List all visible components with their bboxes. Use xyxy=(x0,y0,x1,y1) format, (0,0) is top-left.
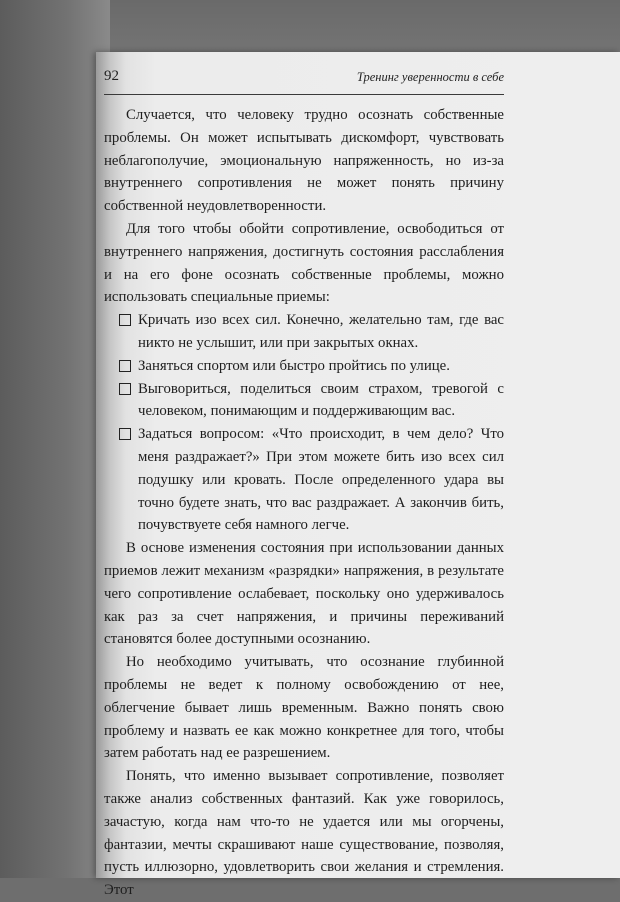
checkbox-bullet-icon xyxy=(119,383,131,395)
paragraph-5: Понять, что именно вызывает сопротивление, позволяет также анализ собственных фантазий. Как уже говорилось, зачастую, когда нам что-то не удается или мы огорчены, фантазии, мечты скрашивают наше существование, позволяя, пусть иллюзорно, удовлетворить свои желания и стремления. Этот xyxy=(104,768,504,899)
paragraph-4: Но необходимо учитывать, что осознание глубинной проблемы не ведет к полному освобождению от нее, облегчение бывает лишь временным. Важно понять свою проблему и назвать ее как можно конкретнее для того, чтобы затем работать над ее разрешением. xyxy=(104,654,504,762)
scan-background-left xyxy=(0,0,110,878)
page-header xyxy=(104,64,504,95)
paragraph-2: Для того чтобы обойти сопротивление, освободиться от внутреннего напряжения, достигнуть состояния расслабления и на его фоне осознать собственные проблемы, можно использовать специальные приемы: xyxy=(104,220,504,306)
list-item-text: Задаться вопросом: «Что происходит, в чем дело? Что меня раздражает?» При этом можете бить изо всех сил подушку или кровать. После определенного удара вы точно будете знать, что вас раздражает. А закончив бить, почувствуете себя намного легче. xyxy=(138,426,504,534)
paragraph-1: Случается, что человеку трудно осознать собственные проблемы. Он может испытывать дискомфорт, чувствовать неблагополучие, эмоциональную напряженность, но из-за внутреннего сопротивления не может понять причину собственной неудовлетворенности. xyxy=(104,107,504,215)
checkbox-bullet-icon xyxy=(119,360,131,372)
list-item-text: Кричать изо всех сил. Конечно, желательно там, где вас никто не услышит, или при закрытых окнах. xyxy=(138,312,504,351)
list-item-text: Выговориться, поделиться своим страхом, тревогой с человеком, понимающим и поддерживающим вас. xyxy=(138,380,504,420)
list-item xyxy=(104,378,504,424)
checkbox-bullet-icon xyxy=(119,428,131,440)
page-number: 92 xyxy=(104,68,119,84)
list-item xyxy=(104,355,504,378)
list-item xyxy=(104,423,504,537)
page-body xyxy=(104,104,504,902)
list-item-text: Заняться спортом или быстро пройтись по улице. xyxy=(138,357,450,374)
checkbox-bullet-icon xyxy=(119,314,131,326)
running-title: Тренинг уверенности в себе xyxy=(356,70,504,84)
paragraph-3: В основе изменения состояния при использовании данных приемов лежит механизм «разрядки» напряжения, в результате чего сопротивление ослабевает, поскольку оно удерживалось как раз за счет напряжения, и причины переживаний становятся более доступными осознанию. xyxy=(104,540,504,648)
techniques-list xyxy=(104,309,504,537)
list-item xyxy=(104,309,504,355)
